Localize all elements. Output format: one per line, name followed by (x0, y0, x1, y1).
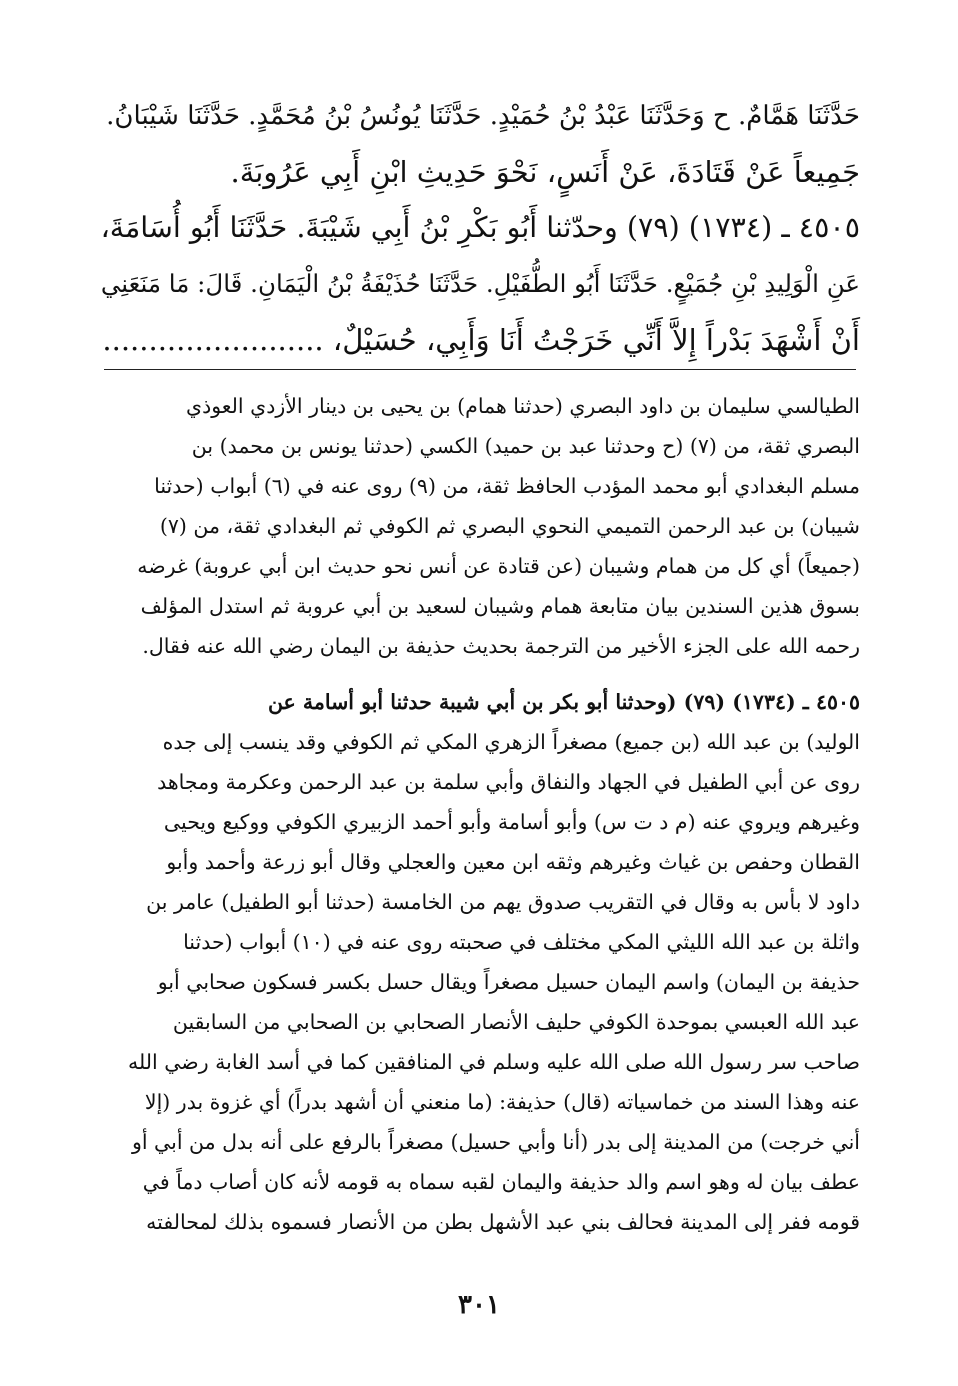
commentary-line: داود لا بأس به وقال في التقريب صدوق يهم من الخامسة (حدثنا أبو الطفيل) عامر بن (146, 890, 860, 914)
commentary-line: الطيالسي سليمان بن داود البصري (حدثنا همام) بن يحيى بن دينار الأزدي العوذي (186, 394, 860, 418)
commentary-line: (جميعاً) أي كل من همام وشيبان (عن قتادة عن أنس نحو حديث ابن أبي عروبة) غرضه (137, 554, 860, 578)
section-divider (104, 369, 856, 370)
commentary-line: رحمه الله على الجزء الأخير من الترجمة بحديث حذيفة بن اليمان رضي الله عنه فقال. (142, 634, 860, 658)
commentary-line: شيبان) بن عبد الرحمن التميمي النحوي البصري ثم الكوفي ثم البغدادي ثقة، من (٧) (159, 514, 860, 538)
commentary-line: حذيفة بن اليمان) واسم اليمان حسيل مصغراً ويقال حسل بكسر فسكون صحابي أبو (157, 970, 860, 994)
commentary-line: البصري ثقة، من (٧) (ح وحدثنا عبد بن حميد) الكسي (حدثنا يونس بن محمد) بن (191, 434, 860, 458)
commentary-line: صاحب سر رسول الله صلى الله عليه وسلم في المنافقين كما في أسد الغابة رضي الله (127, 1050, 860, 1074)
hadith-line: حَدَّثَنَا هَمَّامٌ. ح وَحَدَّثَنَا عَبْدُ بْنُ حُمَيْدٍ. حَدَّثَنَا يُونُسُ بْنُ مُحَمَّدٍ. حَدَّثَنَا شَيْبَانُ. (106, 101, 860, 131)
hadith-line: أَنْ أَشْهَدَ بَدْراً إِلاَّ أَنِّي خَرَجْتُ أَنَا وَأَبِي، حُسَيْلٌ، ........................ (102, 323, 860, 357)
commentary-line: روى عن أبي الطفيل في الجهاد والنفاق وأبي سلمة بن عبد الرحمن وعكرمة ومجاهد (157, 770, 860, 794)
hadith-line: ٤٥٠٥ ـ (١٧٣٤) (٧٩) وحدّثنا أَبُو بَكْرِ بْنُ أَبِي شَيْبَةَ. حَدَّثَنَا أَبُو أُسَامَةَ، (100, 211, 860, 244)
commentary-line: واثلة بن عبد الله الليثي المكي مختلف في صحبته روى عنه في (١٠) أبواب (حدثنا (183, 930, 860, 954)
commentary-line: أني خرجت) من المدينة إلى بدر (أنا وأبي حسيل) مصغراً بالرفع على أنه بدل من أبي أو (131, 1130, 860, 1154)
commentary-line: قومه ففر إلى المدينة فحالف بني عبد الأشهل بطن من الأنصار فسموه بذلك لمحالفته (146, 1210, 860, 1234)
commentary-line: الوليد) بن عبد الله (بن جميع) مصغراً الزهري المكي ثم الكوفي وقد ينسب إلى جده (162, 730, 860, 754)
commentary-line: عطف بيان له وهو اسم والد حذيفة واليمان لقبه سماه به قومه لأنه كان أصاب دماً في (142, 1170, 860, 1194)
commentary-text (100, 386, 860, 1242)
commentary-line: عنه وهذا السند من خماسياته (قال) حذيفة: (ما منعني أن أشهد بدراً) أي غزوة بدر (إلا (144, 1090, 860, 1114)
commentary-line: مسلم البغدادي أبو محمد المؤدب الحافظ ثقة، من (٩) روى عنه في (٦) أبواب (حدثنا (154, 474, 860, 498)
hadith-line: عَنِ الْوَلِيدِ بْنِ جُمَيْعٍ. حَدَّثَنَا أَبُو الطُّفَيْلِ. حَدَّثَنَا حُذَيْفَةُ بْنُ الْيَمَانِ. قَالَ: مَا مَنَعَنِي (100, 269, 860, 298)
commentary-hadith-heading: ٤٥٠٥ ـ (١٧٣٤) (٧٩) (وحدثنا أبو بكر بن أبي شيبة حدثنا أبو أسامة عن (267, 690, 860, 714)
hadith-line: جَمِيعاً عَنْ قَتَادَةَ، عَنْ أَنَسٍ، نَحْوَ حَدِيثِ ابْنِ أَبِي عَرُوبَةَ. (230, 155, 860, 189)
commentary-line: القطان وحفص بن غياث وغيرهم وثقه ابن معين والعجلي وقال أبو زرعة وأحمد وأبو (166, 850, 860, 874)
commentary-line: عبد الله العبسي بموحدة الكوفي حليف الأنصار الصحابي بن الصحابي من السابقين (172, 1010, 860, 1034)
commentary-line: بسوق هذين السندين بيان متابعة همام وشيبان لسعيد بن أبي عروبة ثم استدل المؤلف (140, 594, 860, 618)
page-number: ٣٠١ (458, 1290, 500, 1320)
commentary-line: وغيرهم ويروي عنه (م د ت س) وأبو أسامة وأبو أحمد الزبيري الكوفي ووكيع ويحيى (163, 810, 860, 834)
hadith-text (100, 88, 860, 368)
